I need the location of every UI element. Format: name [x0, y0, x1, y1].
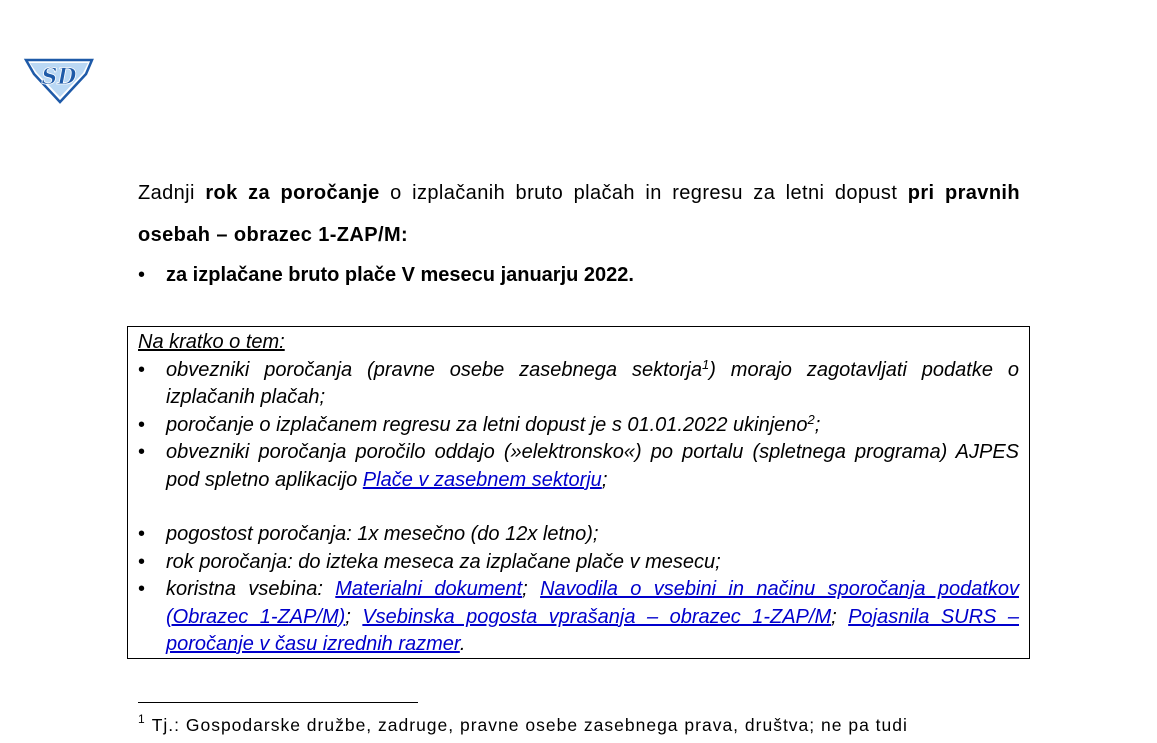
footnote-text: Tj.: Gospodarske družbe, zadruge, pravne osebe zasebnega prava, društva; ne pa tudi — [151, 715, 908, 735]
intro-bullet-text: za izplačane bruto plače V mesecu januarju 2022. — [166, 264, 634, 286]
box-heading: Na kratko o tem: — [138, 331, 285, 353]
list-item: • poročanje o izplačanem regresu za letni dopust je s 01.01.2022 ukinjeno$^2$; — [138, 412, 1019, 440]
logo-letters: SD — [41, 64, 77, 90]
bullet-icon: • — [138, 578, 146, 600]
intro-paragraph: Zadnji rok za poročanje o izplačanih bruto plačah in regresu za letni dopust pri pravnih osebah – obrazec 1-ZAP/M: — [138, 182, 1021, 246]
list-item: • obvezniki poročanja poročilo oddajo (»elektronsko«) po portalu (spletnega programa) AJPES pod spletno aplikacijo Plače v zasebnem sektorju; — [138, 439, 1019, 494]
link-pojasnila-surs[interactable]: Pojasnila SURS – poročanje v času izrednih razmer — [166, 605, 1019, 655]
footnote-number: 1 — [138, 712, 146, 726]
bullet-icon: • — [138, 523, 146, 545]
list-item: • koristna vsebina: Materialni dokument; Navodila o vsebini in načinu sporočanja podatkov (Obrazec 1-ZAP/M); Vsebinska pogosta vprašanja – obrazec 1-ZAP/M; Pojasnila SURS – poročanje v času izrednih razmer. — [138, 576, 1019, 659]
bullet-icon: • — [138, 413, 146, 436]
bullet-icon: • — [138, 550, 146, 573]
link-place-zasebni-sektor[interactable]: Plače v zasebnem sektorju — [362, 468, 602, 491]
company-logo — [22, 50, 96, 104]
list-item: • pogostost poročanja: 1x mesečno (do 12x letno); — [138, 521, 1019, 549]
summary-box — [127, 326, 1030, 659]
link-pogosta-vprasanja[interactable]: Vsebinska pogosta vprašanja – obrazec 1-ZAP/M — [362, 605, 832, 628]
footnote-ref[interactable]: 2 — [807, 411, 815, 427]
footnote-separator — [138, 702, 418, 703]
footnote — [138, 712, 1020, 738]
list-item: • obvezniki poročanja (pravne osebe zasebnega sektorja$^1$) morajo zagotavljati podatke o izplačanih plačah; — [138, 357, 1019, 412]
footnote-ref[interactable]: 1 — [701, 356, 710, 372]
bullet-icon: • — [138, 358, 146, 381]
list-item: • rok poročanja: do izteka meseca za izplačane plače v mesecu; — [138, 549, 1019, 577]
link-materialni-dokument[interactable]: Materialni dokument — [335, 578, 523, 600]
intro-bullet — [138, 258, 1020, 292]
bullet-icon: • — [138, 441, 146, 463]
link-navodila[interactable]: Navodila o vsebini in načinu sporočanja podatkov (Obrazec 1-ZAP/M) — [166, 578, 1019, 628]
bullet-icon: • — [138, 264, 146, 286]
